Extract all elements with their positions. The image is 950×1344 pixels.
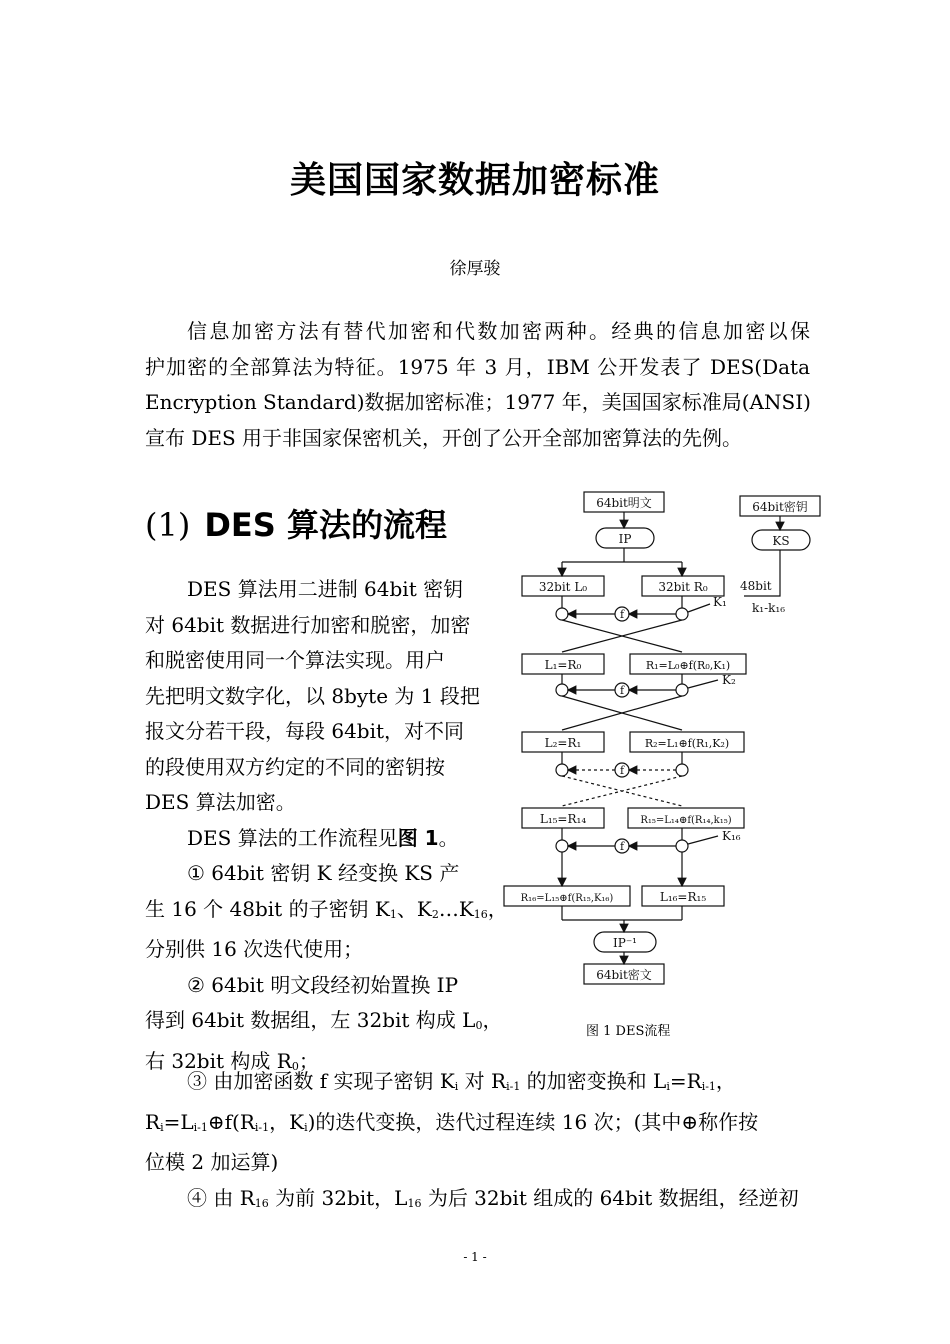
step-2-line: ② 64bit 明文段经初始置换 IP [187,972,459,997]
intro-line: Encryption Standard)数据加密标准；1977 年，美国国家标准局(ANSI) [145,390,811,414]
k-range-label: k₁-k₁₆ [752,601,786,615]
f-label: f [619,840,625,853]
k16-label: K₁₆ [722,829,741,843]
l16-label: L₁₆=R₁₅ [659,890,707,904]
intro-line: 信息加密方法有替代加密和代数加密两种。经典的信息加密以保 [187,319,810,343]
column-line: DES 算法用二进制 64bit 密钥 [187,577,464,601]
section-heading [145,500,447,546]
column-line: 和脱密使用同一个算法实现。用户 [145,648,445,672]
left-column-text [145,572,508,1084]
ip-label: IP [618,532,632,546]
l1-label: L₁=R₀ [544,658,582,672]
step-4-line: ④ 由 $R_{16}$ 为前 32bit，$L_{16}$ 为后 32bit 组成的 64bit 数据组，经逆初 [187,1185,799,1210]
des-flow-diagram [500,486,830,1006]
step-1-line: ① 64bit 密钥 K 经变换 KS 产 [187,861,460,885]
step-3-line: 位模 2 加运算) [145,1150,279,1174]
step-2-line: 右 32bit 构成 $R_0$； [145,1048,319,1073]
section-title: DES 算法的流程 [204,506,447,544]
figure-caption: 图 1 DES流程 [586,1024,671,1039]
full-width-text [145,1064,810,1221]
author: 徐厚骏 [449,259,501,279]
flow-reference-line: DES 算法的工作流程见图 1。 [187,825,459,850]
ip-inverse-label: IP⁻¹ [613,936,637,950]
f-label: f [619,764,625,777]
intro-line: 宣布 DES 用于非国家保密机关，开创了公开全部加密算法的先例。 [145,425,743,450]
r1-label: R₁=L₀⊕f(R₀,K₁) [645,659,731,672]
split-node [676,608,688,620]
r0-label: 32bit R₀ [658,580,708,594]
column-line: 报文分若干段，每段 64bit，对不同 [145,719,465,743]
step-3-line: $R_i=L_{i-1}\oplus f(R_{i-1}$，$K_i$)的迭代变换，迭代过程连续 16 次；(其中⊕称作按 [145,1109,759,1134]
l2-label: L₂=R₁ [544,736,582,750]
step-3-line: ③ 由加密函数 f 实现子密钥 $K_i$ 对 $R_{i-1}$ 的加密变换和 $L_i=R_{i-1}$， [187,1069,736,1093]
key-label: 64bit密钥 [752,500,808,514]
r16-label: R₁₆=L₁₅⊕f(R₁₅,K₁₆) [520,893,614,904]
step-1-line: 生 16 个 48bit 的子密钥 $K_1$、$K_2\dots K_{16}$， [145,896,508,921]
column-line: 先把明文数字化，以 8byte 为 1 段把 [145,683,480,708]
bits48-label: 48bit [740,579,772,593]
document-title: 美国国家数据加密标准 [289,160,660,201]
intro-line: 护加密的全部算法为特征。1975 年 3 月，IBM 公开发表了 DES(Data [145,354,810,379]
l0-label: 32bit L₀ [538,580,588,594]
l15-label: L₁₅=R₁₄ [539,812,587,826]
k1-label: K₁ [713,595,727,609]
r15-label: R₁₅=L₁₄⊕f(R₁₄,k₁₅) [640,815,732,826]
step-1-line: 分别供 16 次迭代使用； [145,937,364,961]
xor-node [556,608,568,620]
k2-label: K₂ [722,673,736,687]
f-label: f [619,684,625,697]
intro-paragraph [145,314,810,456]
column-line: DES 算法加密。 [145,790,296,814]
page-number: - 1 - [463,1250,487,1264]
step-2-line: 得到 64bit 数据组，左 32bit 构成 $L_0$， [145,1008,503,1032]
column-line: 的段使用双方约定的不同的密钥按 [145,754,445,779]
ks-label: KS [772,534,790,548]
section-number: (1) [145,506,191,544]
column-line: 对 64bit 数据进行加密和脱密，加密 [145,612,471,637]
figure-reference: 图 1 [397,825,439,850]
r2-label: R₂=L₁⊕f(R₁,K₂) [644,737,730,750]
plaintext-label: 64bit明文 [596,496,652,510]
f-label: f [619,608,625,621]
ciphertext-label: 64bit密文 [596,968,652,982]
